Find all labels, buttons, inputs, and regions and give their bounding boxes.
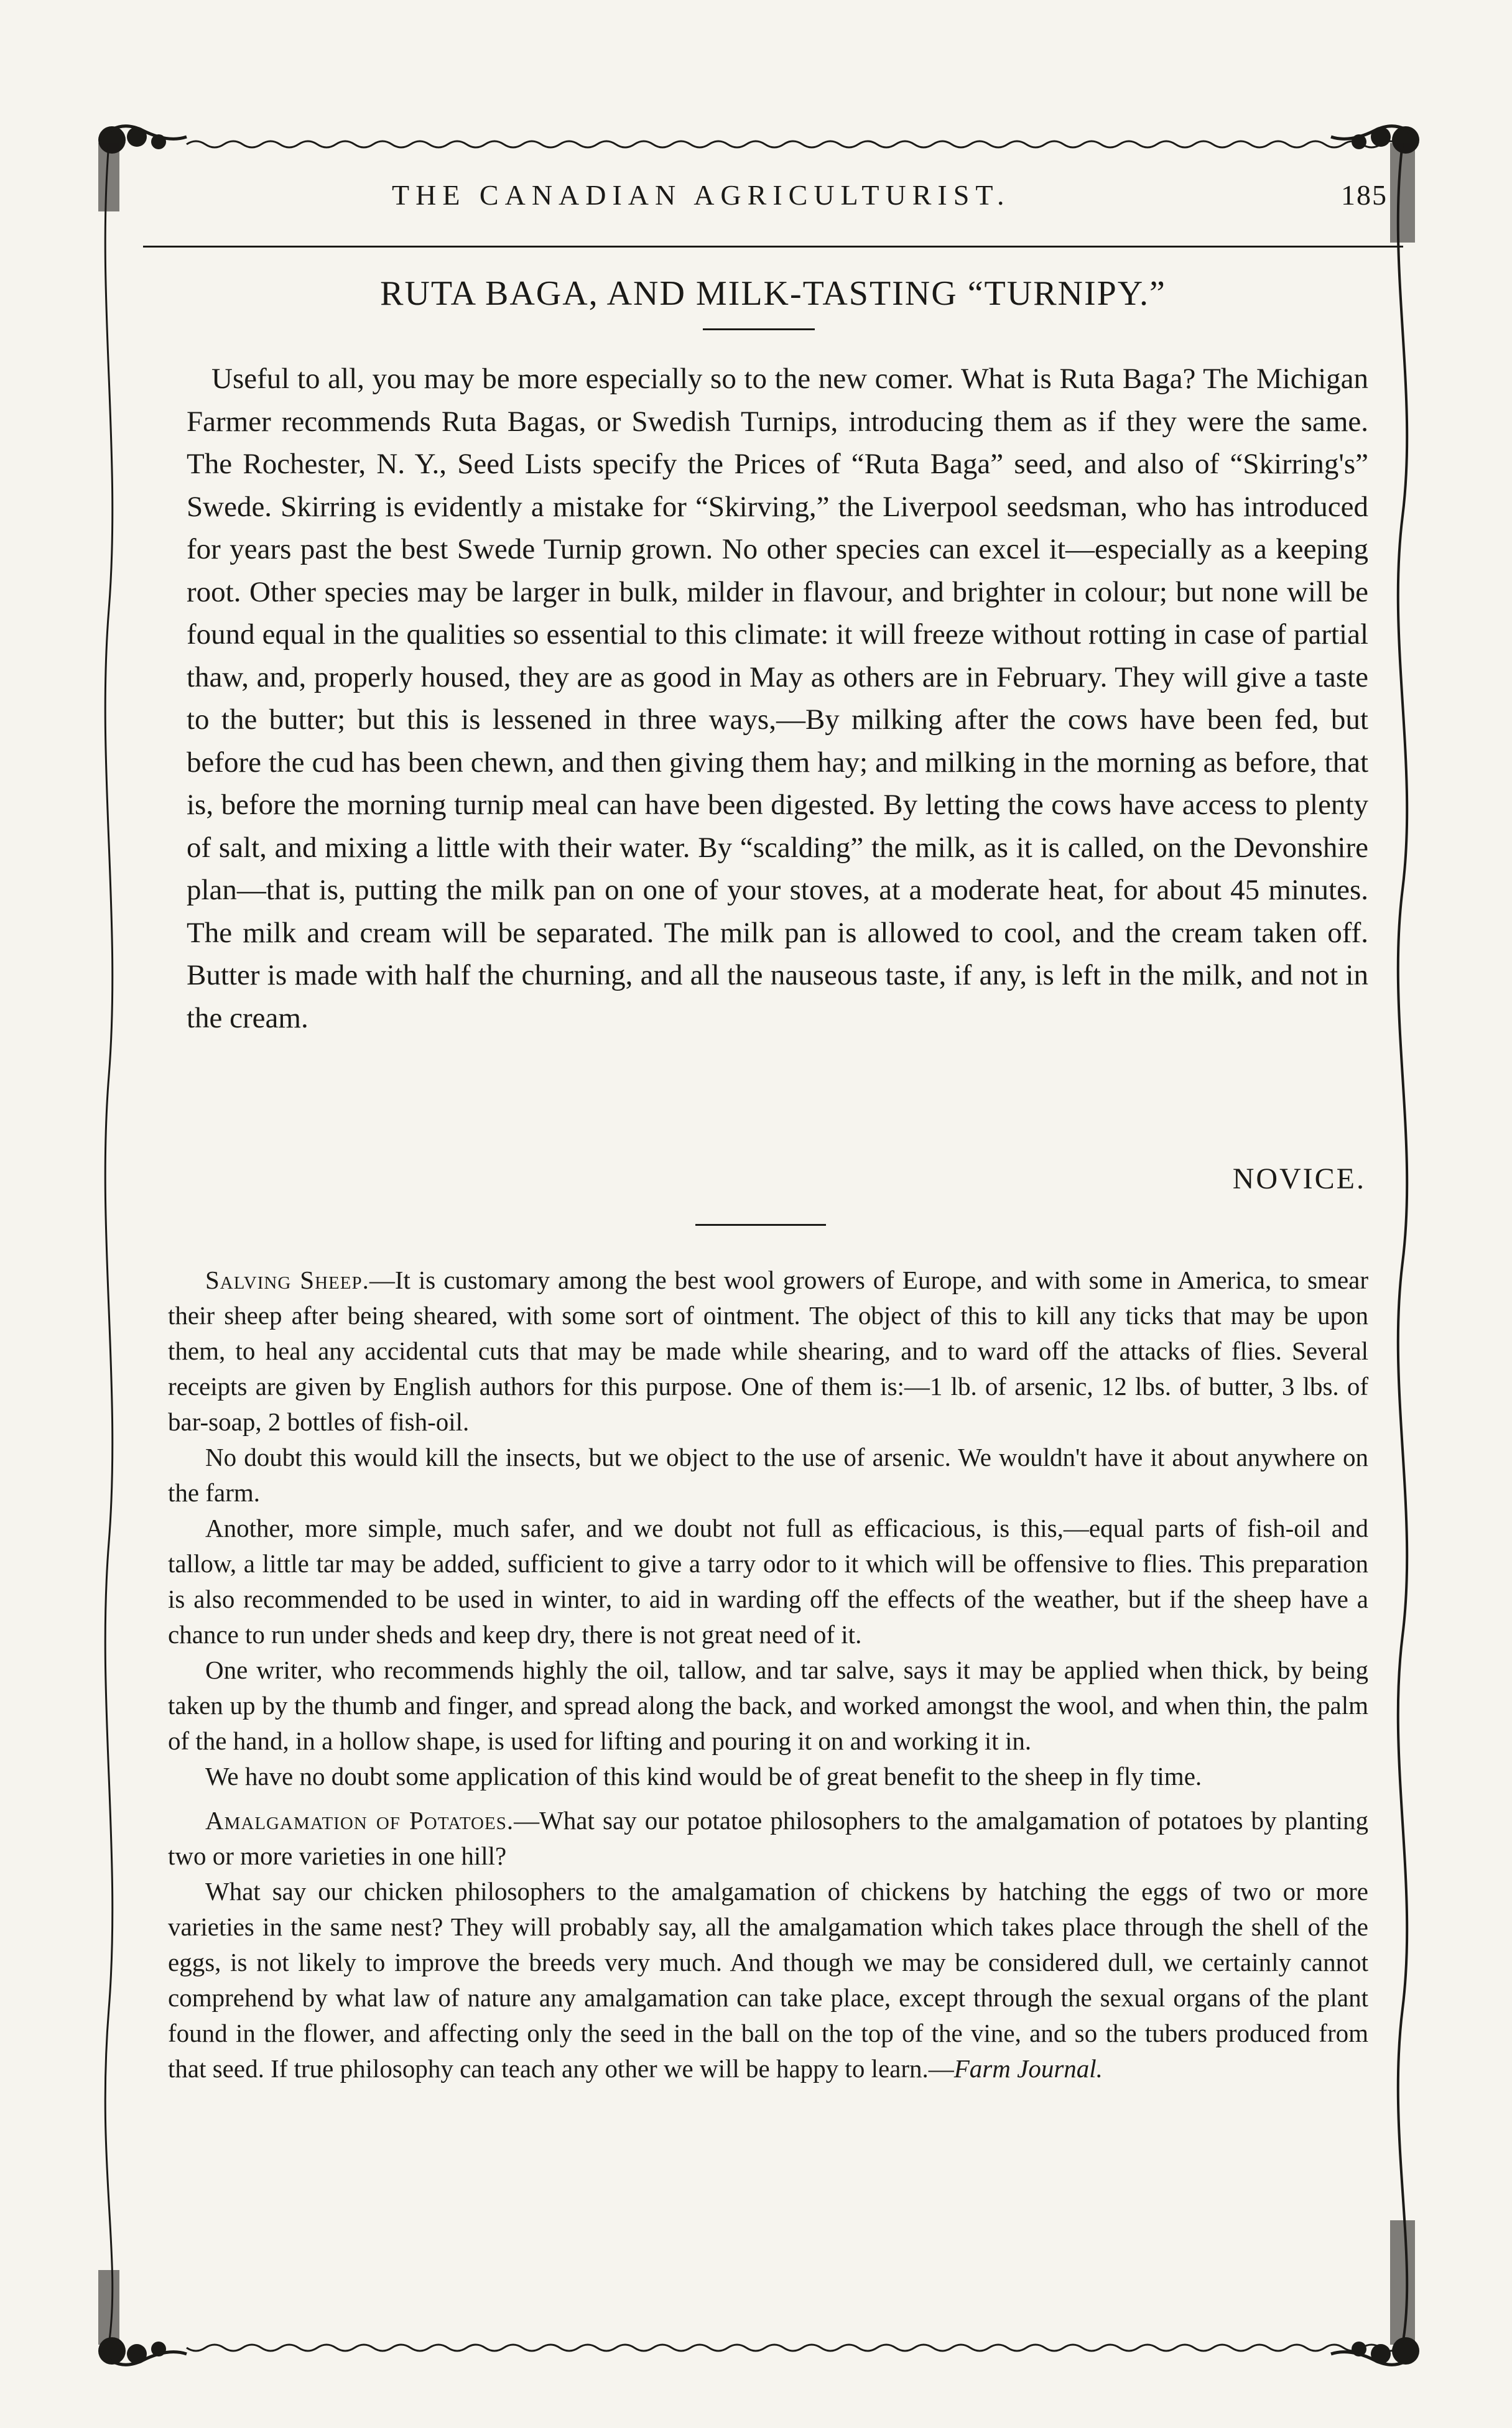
page-number: 185 bbox=[1341, 179, 1388, 211]
amalgamation-text-2: What say our chicken philosophers to the amalgamation of chickens by hatching the eggs of two or more varieties in the same nest? They will probably say, all the amalgamation which takes place through the shell of the eggs, is not likely to improve the breeds very much. And though we may be considered dull, we certainly cannot comprehend by what law of nature any amalgamation can take place, except through the sexual organs of the plant found in the flower, and affecting only the seed in the ball on the top of the vine, and so the tubers produced from that seed. If true philosophy can teach any other we will be happy to learn.— bbox=[168, 1877, 1368, 2083]
running-header bbox=[131, 171, 1406, 227]
salving-sheep-paragraph-2: No doubt this would kill the insects, but we object to the use of arsenic. We wouldn't have it about anywhere on the farm. bbox=[168, 1443, 1368, 1507]
amalgamation-paragraph bbox=[168, 1803, 1368, 1874]
salving-sheep-paragraph-3: Another, more simple, much safer, and we doubt not full as efficacious, is this,—equal parts of fish-oil and tallow, a little tar may be added, sufficient to give a tarry odor to it which will be offensive to flies. This preparation is also recommended to be used in winter, to aid in warding off the effects of the weather, but if the sheep have a chance to run under sheds and keep dry, there is not great need of it. bbox=[168, 1514, 1368, 1649]
salving-sheep-text: —It is customary among the best wool growers of Europe, and with some in America, to smear their sheep after being sheared, with some sort of ointment. The object of this to kill any ticks that may be upon them, to heal any accidental cuts that may be made while shearing, and to ward off the attacks of flies. Several receipts are given by English authors for this purpose. One of them is:—1 lb. of arsenic, 12 lbs. of butter, 3 lbs. of bar-soap, 2 bottles of fish-oil. bbox=[168, 1266, 1368, 1436]
top-ornamental-border bbox=[93, 118, 1424, 162]
running-title: THE CANADIAN AGRICULTURIST. bbox=[392, 179, 1011, 211]
amalgamation-paragraph-2 bbox=[168, 1874, 1368, 2087]
salving-sheep-paragraph bbox=[168, 1263, 1368, 1440]
bottom-left-scroll-flourish-icon bbox=[98, 2337, 187, 2365]
source-citation: Farm Journal. bbox=[953, 2054, 1103, 2083]
article-signature: NOVICE. bbox=[1232, 1162, 1366, 1195]
notes-section bbox=[168, 1263, 1368, 2087]
bottom-ornamental-border bbox=[93, 2329, 1424, 2373]
right-ornamental-border bbox=[1384, 143, 1421, 2345]
article-paragraph: Useful to all, you may be more especially so to the new comer. What is Ruta Baga? The Michigan Farmer recommends Ruta Bagas, or Swedish Turnips, introducing them as if they were the same. The Rochester, N. Y., Seed Lists specify the Prices of “Ruta Baga” seed, and also of “Skirring's” Swede. Skirring is evidently a mistake for “Skirving,” the Liverpool seedsman, who has introduced for years past the best Swede Turnip grown. No other species can excel it—especially as a keeping root. Other species may be larger in bulk, milder in flavour, and brighter in colour; but none will be found equal in the qualities so essential to this climate: it will freeze without rotting in case of partial thaw, and, properly housed, they are as good in May as others are in February. They will give a taste to the butter; but this is lessened in three ways,—By milking after the cows have been fed, but before the cud has been chewn, and then giving them hay; and milking in the morning as before, that is, before the morning turnip meal can have been digested. By letting the cows have access to plenty of salt, and mixing a little with their water. By “scalding” the milk, as it is called, on the Devonshire plan—that is, putting the milk pan on one of your stoves, at a moderate heat, for about 45 minutes. The milk and cream will be separated. The milk pan is allowed to cool, and the cream taken off. Butter is made with half the churning, and all the nauseous taste, if any, is left in the milk, and not in the cream. bbox=[187, 363, 1368, 1034]
header-rule bbox=[143, 246, 1403, 248]
salving-sheep-paragraph-4: One writer, who recommends highly the oil, tallow, and tar salve, says it may be applied when thick, by being taken up by the thumb and finger, and spread along the back, and worked amongst the wool, and when thin, the palm of the hand, in a hollow shape, is used for lifting and pouring it on and working it in. bbox=[168, 1656, 1368, 1755]
title-rule bbox=[703, 328, 815, 330]
article-body bbox=[187, 358, 1368, 1039]
salving-sheep-heading: Salving Sheep. bbox=[205, 1266, 369, 1294]
salving-sheep-paragraph-5: We have no doubt some application of this kind would be of great benefit to the sheep in fly time. bbox=[205, 1762, 1202, 1791]
bottom-right-scroll-flourish-icon bbox=[1331, 2337, 1419, 2365]
amalgamation-text: —What say our potatoe philosophers to the amalgamation of potatoes by planting two or more varieties in one hill? bbox=[168, 1806, 1368, 1870]
article-title: RUTA BAGA, AND MILK-TASTING “TURNIPY.” bbox=[380, 274, 1166, 313]
section-divider-rule bbox=[695, 1224, 826, 1226]
amalgamation-heading: Amalgamation of Potatoes. bbox=[205, 1806, 514, 1835]
left-ornamental-border bbox=[93, 143, 124, 2345]
